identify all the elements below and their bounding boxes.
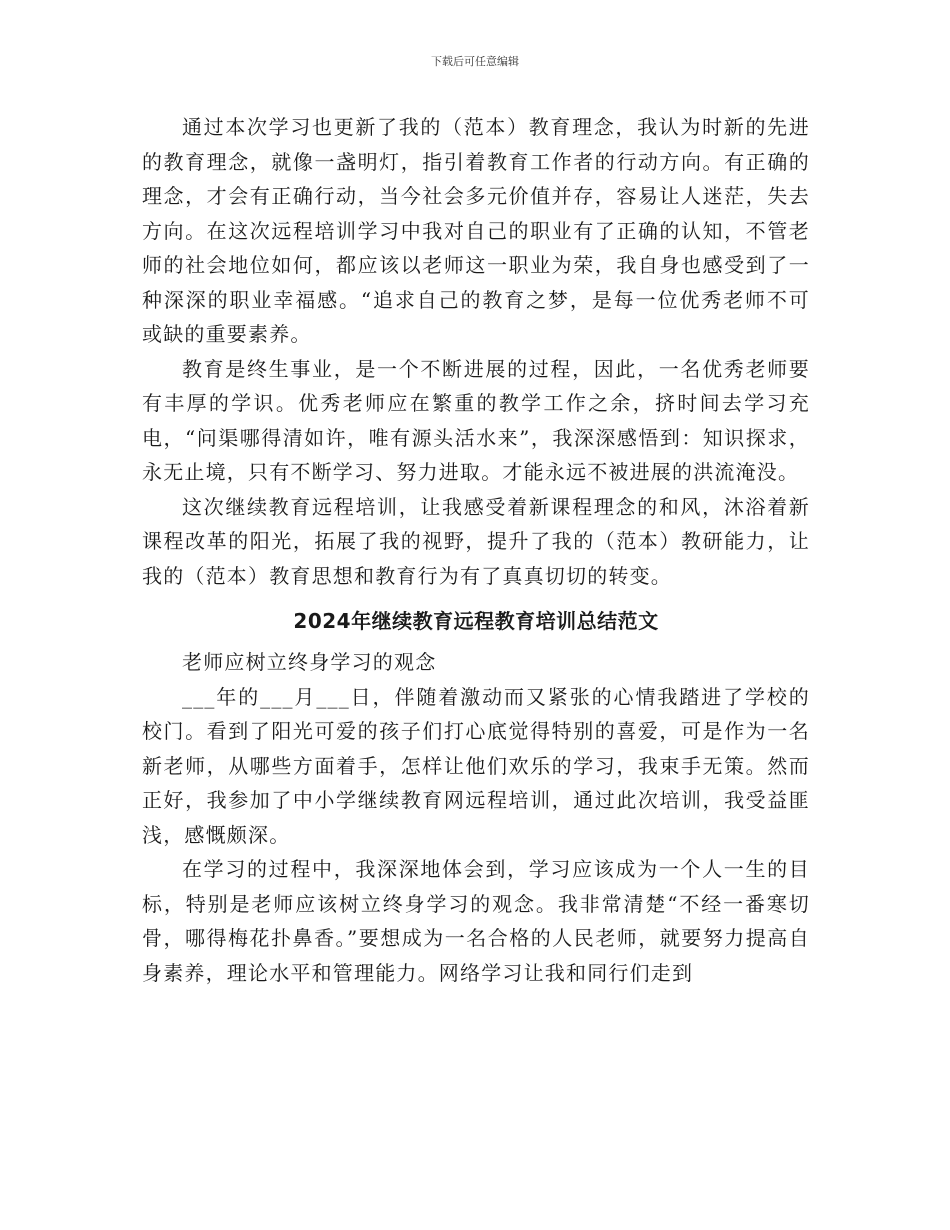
body-paragraph: 教育是终生事业，是一个不断进展的过程，因此，一名优秀老师要有丰厚的学识。优秀老师应在繁重的教学工作之余，挤时间去学习充电，“问渠哪得清如许，唯有源头活水来”，我深深感悟到：知识探求，永无止境，只有不断学习、努力进取。才能永远不被进展的洪流淹没。 xyxy=(142,356,810,484)
body-paragraph: 这次继续教育远程培训，让我感受着新课程理念的和风，沐浴着新课程改革的阳光，拓展了我的视野，提升了我的（范本）教研能力，让我的（范本）教育思想和教育行为有了真真切切的转变。 xyxy=(142,494,810,588)
document-body xyxy=(142,110,810,990)
body-paragraph: 在学习的过程中，我深深地体会到，学习应该成为一个人一生的目标，特别是老师应该树立终身学习的观念。我非常清楚“不经一番寒切骨，哪得梅花扑鼻香。”要想成为一名合格的人民老师，就要努力提高自身素养，理论水平和管理能力。网络学习让我和同行们走到 xyxy=(142,857,810,985)
page-header: 下载后可任意编辑 xyxy=(431,55,519,68)
section-heading: 2024年继续教育远程教育培训总结范文 xyxy=(293,609,659,633)
section-subheading: 老师应树立终身学习的观念 xyxy=(182,650,437,674)
body-paragraph: ___年的___月___日，伴随着激动而又紧张的心情我踏进了学校的校门。看到了阳光可爱的孩子们打心底觉得特别的喜爱，可是作为一名新老师，从哪些方面着手，怎样让他们欢乐的学习，我束手无策。然而正好，我参加了中小学继续教育网远程培训，通过此次培训，我受益匪浅，感慨颇深。 xyxy=(142,684,810,847)
body-paragraph: 通过本次学习也更新了我的（范本）教育理念，我认为时新的先进的教育理念，就像一盏明灯，指引着教育工作者的行动方向。有正确的理念，才会有正确行动，当今社会多元价值并存，容易让人迷茫，失去方向。在这次远程培训学习中我对自己的职业有了正确的认知，不管老师的社会地位如何，都应该以老师这一职业为荣，我自身也感受到了一种深深的职业幸福感。“追求自己的教育之梦，是每一位优秀老师不可或缺的重要素养。 xyxy=(142,115,810,346)
